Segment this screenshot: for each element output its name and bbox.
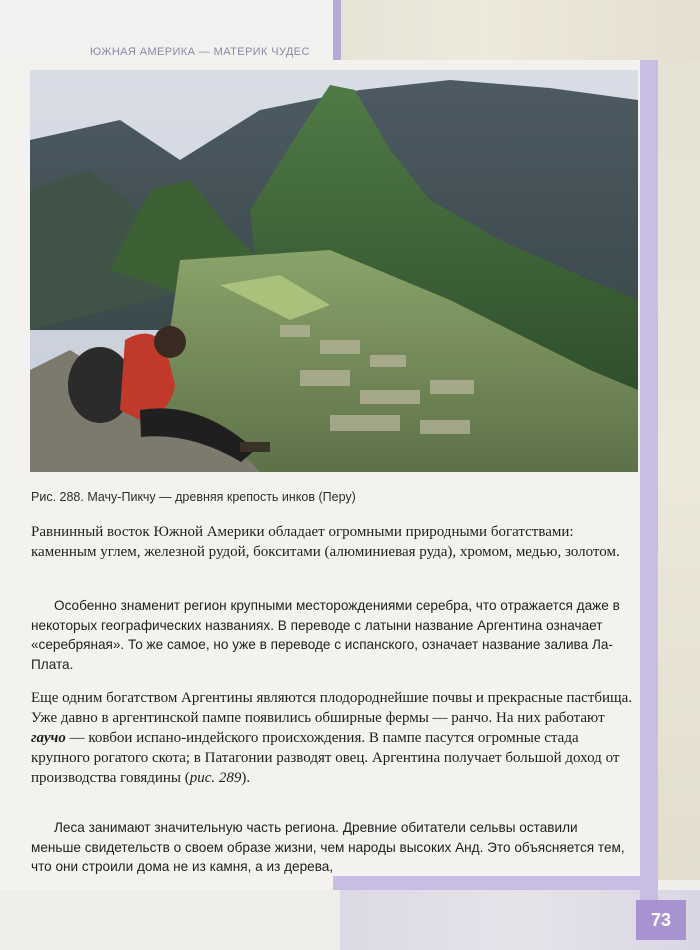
figure-caption: Рис. 288. Мачу-Пикчу — древняя крепость инков (Перу) (31, 490, 356, 504)
paragraph-4: Леса занимают значительную часть региона. Древние обитатели сельвы оставили меньше свидетельств о своем образе жизни, чем народы высоких Анд. Это объясняется тем, что они строили дома не из камня, а из дерева, (31, 820, 625, 874)
paragraph-2: Особенно знаменит регион крупными месторождениями серебра, что отражается даже в некоторых географических названиях. В переводе с латыни название Аргентина означает «серебряная». То же самое, но уже в переводе с испанского, означает название залива Ла-Плата. (31, 598, 620, 672)
map-margin-right (658, 60, 700, 880)
accent-bar-right (640, 60, 658, 905)
running-head: ЮЖНАЯ АМЕРИКА — МАТЕРИК ЧУДЕС (90, 46, 310, 58)
paragraph-3-text-b: — ковбои испано-индейского происхождения. В пампе пасутся огромные стада крупного рогатого скота; в Патагонии разводят овец. Аргентина получает большой доход от производства говядины ( (31, 730, 620, 786)
paragraph-3-text-a: Еще одним богатством Аргентины являются плодороднейшие почвы и прекрасные пастбища. Уже давно в аргентинской пампе появились обширные фермы — ранчо. На них работают (31, 690, 632, 726)
paragraph-3-text-c: ). (241, 770, 251, 786)
paragraph-3 (31, 688, 635, 788)
accent-bar-top (333, 0, 341, 60)
figure-reference: рис. 289 (189, 770, 242, 786)
map-margin-top (340, 0, 700, 60)
accent-strip-bottom (333, 876, 658, 890)
page-number: 73 (636, 900, 686, 940)
term-gaucho: гаучо (31, 730, 66, 746)
figure-photo-machu-picchu (30, 70, 638, 472)
paragraph-1: Равнинный восток Южной Америки обладает огромными природными богатствами: каменным углем, железной рудой, бокситами (алюминиевая руда), хромом, медью, золотом. (31, 524, 620, 560)
